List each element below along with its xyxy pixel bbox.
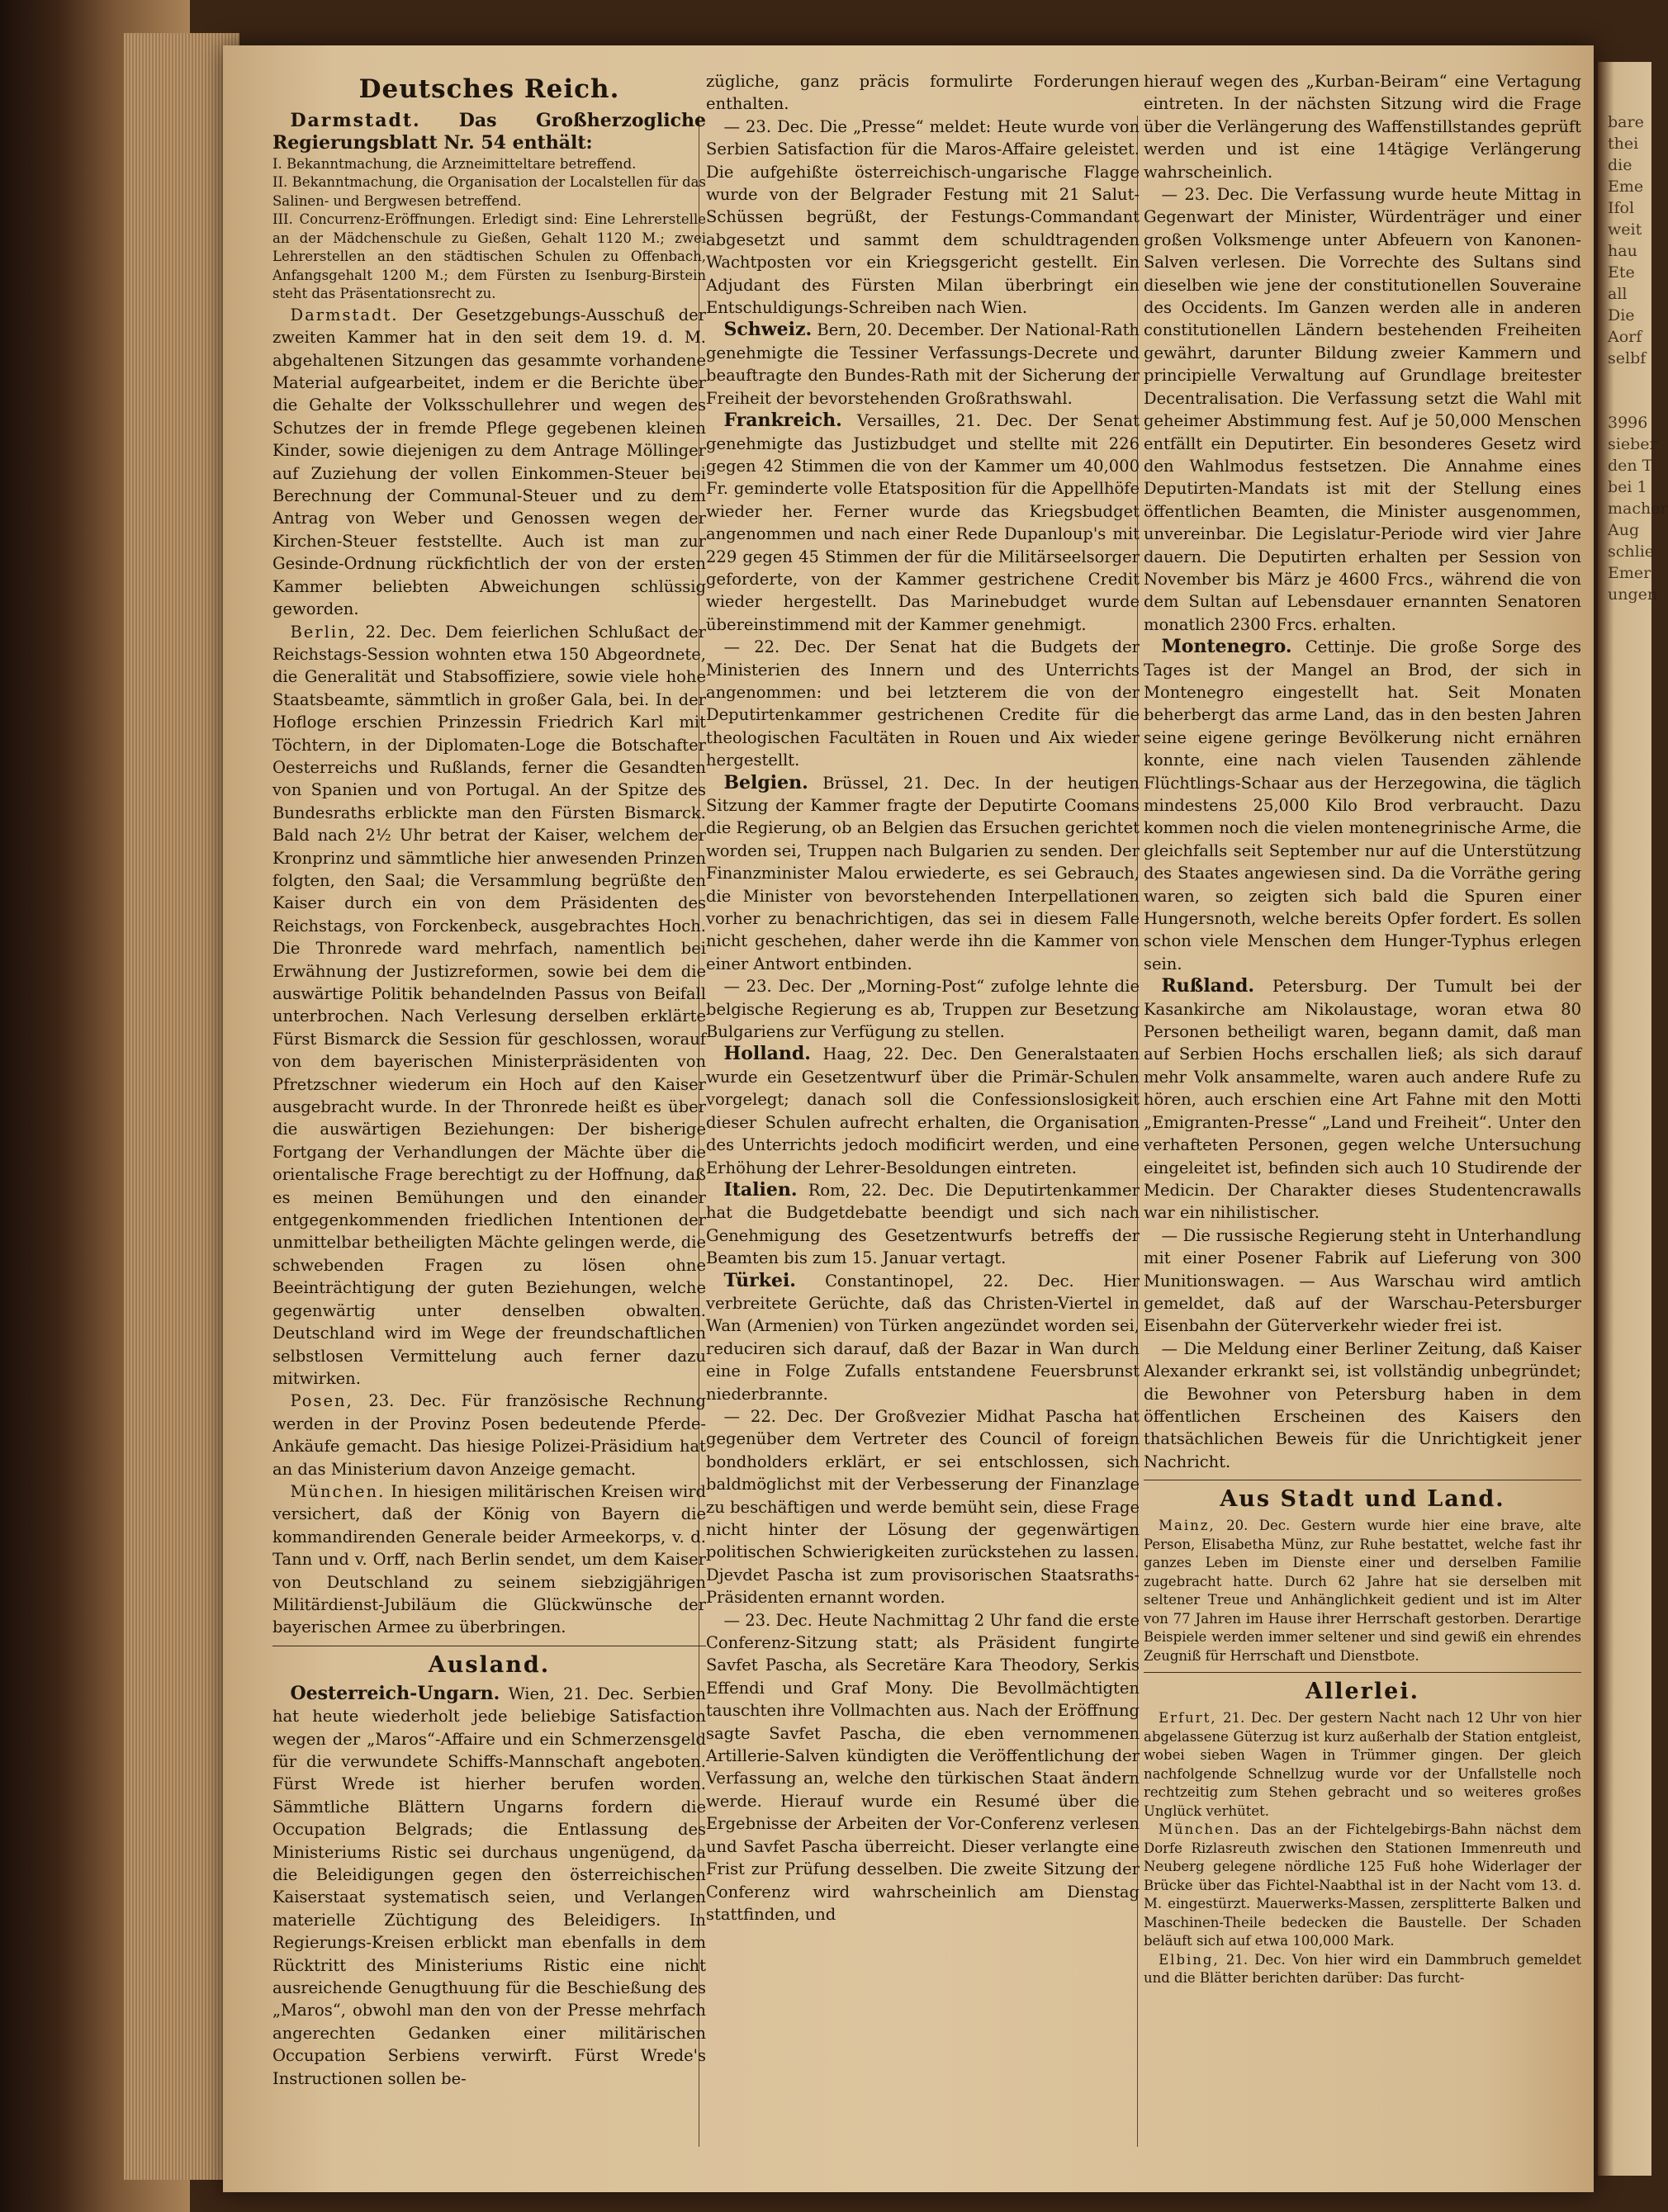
article-belgien: Belgien. Brüssel, 21. Dec. In der heutigen Sitzung der Kammer fragte der Deputirte Coomans die Regierung, ob an Belgien das Ersuchen gerichtet worden sei, Truppen nach Bulgarien zu senden. Der Finanzminister Malou erwiederte, es sei Gebrauch, die Minister von bevorstehenden Interpellationen vorher zu benachrichtigen, das sei in diesem Falle nicht geschehen, daher werde ihn die Kammer von einer Antwort entbinden. [706, 771, 1140, 973]
article-russland: Rußland. Petersburg. Der Tumult bei der Kasankirche am Nikolaustage, woran etwa 80 Personen betheiligt waren, begann damit, daß man auf Serbien Hochs erschallen ließ; als sich darauf mehr Volk ansammelte, waren auch andere Rufe zu hören, auch erschien eine Art Fahne mit den Motti „Emigranten-Presse“ „Land und Freiheit“. Unter den verhafteten Personen, gegen welche Untersuchung eingeleitet ist, befinden sich auch 10 Studirende der Medicin. Der Charakter dieses Studentencrawalls war ein nihilistischer. [1144, 975, 1581, 1223]
contents-item-3: III. Concurrenz-Eröffnungen. Erledigt sind: Eine Lehrerstelle an der Mädchenschule zu Gießen, Gehalt 1120 M.; zwei Lehrerstellen an den städtischen Schulen zu Offenbach, Anfangsgehalt 1200 M.; dem Fürsten zu Isenburg-Birstein steht das Präsentationsrecht zu. [272, 211, 706, 302]
article-tuerkei: Türkei. Constantinopel, 22. Dec. Hier verbreitete Gerüchte, daß das Christen-Viertel in Wan (Armenien) von Türken angezündet worden sei, reduciren sich darauf, daß der Bazar in Wan durch eine in Folge Zufalls entstandene Feuersbrunst niederbrannte. [706, 1269, 1140, 1404]
section-heading-deutsches-reich: Deutsches Reich. [358, 74, 620, 104]
article-russland-munition: — Die russische Regierung steht in Unterhandlung mit einer Posener Fabrik auf Lieferung von 300 Munitionswagen. — Aus Warschau wird amtlich gemeldet, daß auf der Warschau-Petersburger Eisenbahn der Güterverkehr wieder frei ist. [1144, 1225, 1581, 1336]
article-kaiser-alexander: — Die Meldung einer Berliner Zeitung, daß Kaiser Alexander erkrankt sei, ist vollständig unbegründet; die Bewohner von Petersburg haben in dem öffentlichen Erscheinen des Kaisers den thatsächlichen Beweis für die Unrichtigkeit jener Nachricht. [1144, 1338, 1581, 1471]
section-heading-allerlei: Allerlei. [1305, 1679, 1419, 1705]
article-muenchen: München. In hiesigen militärischen Kreisen wird versichert, daß der König von Bayern die kommandirenden Generale beider Armeekorps, v. d. Tann und v. Orff, nach Berlin sendet, um dem Kaiser von Deutschland zu seinem siebzigjährigen Militärdienst-Jubiläum die Glückwünsche der bayerischen Armee zu überbringen. [272, 1481, 707, 1637]
article-continuation: zügliche, ganz präcis formulirte Forderungen enthalten. [706, 72, 1140, 114]
article-belgien-morning-post: — 23. Dec. Der „Morning-Post“ zufolge lehnte die belgische Regierung es ab, Truppen zur Besetzung Bulgariens zur Verfügung zu stellen. [706, 977, 1140, 1042]
article-conferenz: — 23. Dec. Heute Nachmittag 2 Uhr fand die erste Conferenz-Sitzung statt; als Präsident fungirte Savfet Pascha, als Secretäre Kara Theodory, Serkis Effendi und Graf Mony. Die Bevollmächtigten tauschten ihre Vollmachten aus. Nach der Eröffnung sagte Savfet Pascha, die eben vernommenen Artillerie-Salven kündigten die Veröffentlichung der Verfassung an, welche den türkischen Staat ändern werde. Hierauf wurde ein Resumé über die Ergebnisse der Arbeiten der Vor-Conferenz verlesen und Savfet Pascha überreicht. Dieser verlangte eine Frist zur Prüfung desselben. Die zweite Sitzung der Conferenz wird wahrscheinlich am Dienstag stattfinden, und [706, 1610, 1140, 1924]
article-berlin: Berlin, 22. Dec. Dem feierlichen Schlußact der Reichstags-Session wohnten etwa 150 Abgeordnete, die Generalität und Stabsoffiziere, sowie viele hohe Staatsbeamte, sämmtlich in großer Gala, bei. In der Hofloge erschien Prinzessin Friedrich Karl mit Töchtern, in der Diplomaten-Loge die Botschafter Oesterreichs und Rußlands, ferner die Gesandten von Spanien und von Portugal. An der Spitze des Bundesraths erblickte man den Fürsten Bismarck. Bald nach 2½ Uhr betrat der Kaiser, welchem der Kronprinz und sämmtliche hier anwesenden Prinzen folgten, den Saal; die Versammlung begrüßte den Kaiser durch ein von dem Präsidenten des Reichstags, von Forckenbeck, ausgebrachtes Hoch. Die Thronrede ward mehrfach, namentlich bei Erwähnung der Justizreformen, sowie bei dem die auswärtige Politik behandelnden Passus von Beifall unterbrochen. Nach Verlesung derselben erklärte Fürst Bismarck die Session für geschlossen, worauf von dem bayerischen Ministerpräsidenten von Pfretzschner wiederum ein Hoch auf den Kaiser ausgebracht wurde. In der Thronrede heißt es über die auswärtigen Beziehungen: Der bisherige Fortgang der Verhandlungen der Mächte über die orientalische Frage berechtigt zu der Hoffnung, daß es meinen Bemühungen und den einander entgegenkommenden friedlichen Intentionen der unmittelbar betheiligten Mächte gelingen werde, die schwebenden Fragen zu lösen ohne Beeinträchtigung der guten Beziehungen, welche gegenwärtig unter denselben obwalten. Deutschland wird im Wege der freundschaftlichen selbstlosen Vermittelung auch ferner dazu mitwirken. [272, 622, 706, 1388]
article-italien: Italien. Rom, 22. Dec. Die Deputirtenkammer hat die Budgetdebatte beendigt und sich nach Genehmigung des Gesetzentwurfs betreffs der Beamten bis zum 15. Januar vertagt. [706, 1178, 1140, 1268]
article-posen: Posen, 23. Dec. Für französische Rechnung werden in der Provinz Posen bedeutende Pferde-Ankäufe gemacht. Das hiesige Polizei-Präsidium hat an das Ministerium davon Anzeige gemacht. [272, 1391, 706, 1479]
adjacent-page-fragment [1598, 62, 1668, 2176]
contents-item-2: II. Bekanntmachung, die Organisation der Localstellen für das Salinen- und Bergwesen betreffend. [272, 174, 706, 209]
article-midhat-pascha: — 22. Dec. Der Großvezier Midhat Pascha hat gegenüber dem Vertreter des Council of foreign bondholders erklärt, er sei entschlossen, sich baldmöglichst mit der Verbesserung der Finanzlage zu beschäftigen und werde bemüht sein, diese Frage nicht hinter der Lösung der gegenwärtigen politischen Schwierigkeiten zurückstehen zu lassen. Djevdet Pascha ist zum provisorischen Staatsraths-Präsidenten ernannt worden. [706, 1406, 1140, 1608]
column-2 [706, 70, 1140, 2151]
article-continuation-3: hierauf wegen des „Kurban-Beiram“ eine Vertagung eintreten. In der nächsten Sitzung wird die Frage über die Verlängerung des Waffenstillstandes geprüft werden und ist eine 14tägige Verlängerung wahrscheinlich. [1144, 72, 1581, 182]
article-frankreich-senat: — 22. Dec. Der Senat hat die Budgets der Ministerien des Innern und des Unterrichts angenommen: und bei letzterem die von der Deputirtenkammer gestrichenen Credite für die theologischen Facultäten in Rouen und Aix wieder hergestellt. [706, 637, 1140, 770]
article-holland: Holland. Haag, 22. Dec. Den Generalstaaten wurde ein Gesetzentwurf über die Primär-Schulen vorgelegt; danach soll die Confessionslosigkeit dieser Schulen aufrecht erhalten, die Organisation des Unterrichts jedoch modificirt werden, und eine Erhöhung der Lehrer-Besoldungen eintreten. [706, 1043, 1140, 1177]
article-darmstadt-1: Darmstadt. Das Großherzogliche Regierungsblatt Nr. 54 enthält: [272, 110, 706, 154]
page-edge-stack [124, 33, 239, 2180]
regierungsblatt-contents [272, 155, 706, 304]
article-oesterreich-ungarn: Oesterreich-Ungarn. Wien, 21. Dec. Serbien hat heute wiederholt jede beliebige Satisfaction wegen der „Maros“-Affaire und ein Schmerzensgeld für die verwundete Schiffs-Mannschaft angeboten. Fürst Wrede ist hierher berufen worden. Sämmtliche Blättern Ungarns fordern die Occupation Belgrads; die Entlassung des Ministeriums Ristic sei durchaus ungenügend, da die Beleidigungen gegen den österreichischen Kaiserstaat systematisch seien, und Verlangen materielle Züchtigung des Beleidigers. In Regierungs-Kreisen erblickt man ebenfalls in dem Rücktritt des Ministeriums Ristic eine nicht ausreichende Genugthuung für die Beschießung des „Maros“, obwohl man den von der Presse mehrfach angerechten Gedanken einer militärischen Occupation Serbiens verwirft. Fürst Wrede's Instructionen sollen be- [272, 1682, 706, 2088]
section-divider-3b [1144, 1672, 1581, 1673]
section-heading-aus-stadt-und-land: Aus Stadt und Land. [1220, 1486, 1505, 1513]
article-schweiz: Schweiz. Bern, 20. December. Der National-Rath genehmigte die Tessiner Verfassungs-Decrete und beauftragte den Bundes-Rath mit der Sicherung der Freiheit der bevorstehenden Großrathswahl. [706, 319, 1140, 408]
article-frankreich: Frankreich. Versailles, 21. Dec. Der Senat genehmigte das Justizbudget und stellte mit 226 gegen 42 Stimmen die von der Kammer um 40,000 Fr. geminderte volle Etatsposition für die Appellhöfe wieder her. Ferner wurde das Kriegsbudget angenommen und nach einer Rede Dupanloup's mit 229 gegen 45 Stimmen der für die Militärseelsorger geforderte, von der Kammer gestrichene Credit wieder hergestellt. Das Marinebudget wurde übereinstimmend mit der Kammer genehmigt. [706, 410, 1140, 634]
contents-item-1: I. Bekanntmachung, die Arzneimitteltare betreffend. [272, 155, 637, 172]
article-elbing: Elbing, 21. Dec. Von hier wird ein Dammbruch gemeldet und die Blätter berichten darüber: Das furcht- [1144, 1951, 1581, 1987]
article-mainz: Mainz, 20. Dec. Gestern wurde hier eine brave, alte Person, Elisabetha Münz, zur Ruhe bestattet, welche fast ihr ganzes Leben im Dienste einer und derselben Familie zugebracht hatte. Durch 62 Jahre hat sie derselben mit seltener Treue und Anhänglichkeit gedient und ist im Alter von 77 Jahren im Hause ihrer Herrschaft gestorben. Derartige Beispiele werden immer seltener und sind gewiß ein ehrendes Zeugniß für Herrschaft und Dienstbote. [1144, 1518, 1582, 1664]
article-verfassung: — 23. Dec. Die Verfassung wurde heute Mittag in Gegenwart der Minister, Würdenträger und einer großen Volksmenge unter Abfeuern von Kanonen-Salven verlesen. Die Vorrechte des Sultans sind dieselben wie jene der constitutionellen Souveraine des Occidents. Im Ganzen werden alle in anderen constitutionellen Ländern bestehenden Freiheiten gewährt, darunter Bildung zweier Kammern und principielle Verwaltung auf Grundlage breitester Decentralisation. Die Verfassung setzt die Wahl mit geheimer Abstimmung fest. Auf je 50,000 Menschen entfällt ein Deputirter. Ein besonderes Gesetz wird den Wahlmodus festsetzen. Die Annahme eines Deputirten-Mandats ist mit der Stellung eines öffentlichen Beamten, die Minister ausgenommen, unvereinbar. Die Legislatur-Periode wird vier Jahre dauern. Die Deputirten erhalten per Session von November bis März je 4600 Frcs., während die von dem Sultan auf Lebensdauer ernannten Senatoren monatlich 2300 Frcs. erhalten. [1144, 185, 1581, 634]
column-3 [1144, 70, 1581, 2151]
section-heading-ausland: Ausland. [428, 1651, 551, 1678]
article-presse-meldung: — 23. Dec. Die „Presse“ meldet: Heute wurde von Serbien Satisfaction für die Maros-Affaire geleistet. Die aufgehißte österreichisch-ungarische Flagge wurde von der Belgrader Festung mit 21 Salut-Schüssen begrüßt, der Festungs-Commandant abgesetzt und sammt dem schuldtragenden Wachtposten vor ein Kriegsgericht gestellt. Ein Adjudant des Fürsten Milan überbringt ein Entschuldigungs-Schreiben nach Wien. [706, 116, 1140, 318]
column-1 [272, 70, 706, 2151]
adjacent-page-text: bare thei die Eme Ifol weit hau Ete all Die Aorf selbf 3996 sieber den T bei 1 macher Aug schlie Emer ungen [1608, 113, 1668, 604]
article-erfurt: Erfurt, 21. Dec. Der gestern Nacht nach 12 Uhr von hier abgelassene Güterzug ist kurz außerhalb der Station entgleist, wobei sieben Wagen in Trümmer gingen. Der gleich nachfolgende Schnellzug wurde vor der Unfallstelle noch rechtzeitig zum Stehen gebracht und so weiteres großes Unglück verhütet. [1144, 1710, 1581, 1819]
article-muenchen-bruecke: München. Das an der Fichtelgebirgs-Bahn nächst dem Dorfe Rizlasreuth zwischen den Stationen Immenreuth und Neuberg gelegene nördliche 125 Fuß hohe Widerlager der Brücke über das Fichtel-Naabthal ist in der Nacht vom 13. d. M. eingestürzt. Mauerwerks-Massen, zersplitterte Balken und Maschinen-Theile bedecken die Baustelle. Der Schaden beläuft sich auf etwa 100,000 Mark. [1144, 1821, 1581, 1949]
article-montenegro: Montenegro. Cettinje. Die große Sorge des Tages ist der Mangel an Brod, der sich in Montenegro eingestellt hat. Seit Monaten beherbergt das arme Land, das in den besten Jahren seine eigene geringe Bevölkerung nicht ernähren konnte, eine nach vielen Tausenden zählende Flüchtlings-Schaar aus der Herzegowina, die täglich mindestens 25,000 Kilo Brod verbraucht. Dazu kommen noch die vielen montenegrinische Arme, die gleichfalls seit September nur auf die Unterstützung des Staates angewiesen sind. Da die Vorräthe gering waren, so zeigten sich bald die Spuren einer Hungersnoth, welche bereits Opfer fordert. Es sollen schon viele Menschen dem Hunger-Typhus erlegen sein. [1144, 636, 1582, 973]
article-darmstadt-2: Darmstadt. Der Gesetzgebungs-Ausschuß der zweiten Kammer hat in den seit dem 19. d. M. abgehaltenen Sitzungen das gesammte vorhandene Material aufgearbeitet, indem er die Berichte über die Gehalte der Volksschullehrer und wegen des Schutzes der in fremde Pflege gegebenen kleinen Kinder, sowie diejenigen zu dem Antrage Möllinger auf Zuziehung der vollen Einkommen-Steuer bei Berechnung der Communal-Steuer und zu dem Antrag von Weber und Genossen wegen der Kirchen-Steuer feststellte. Auch ist man zur Gesinde-Ordnung rückfichtlich der von der ersten Kammer beliebten Abweichungen schlüssig geworden. [272, 305, 707, 619]
